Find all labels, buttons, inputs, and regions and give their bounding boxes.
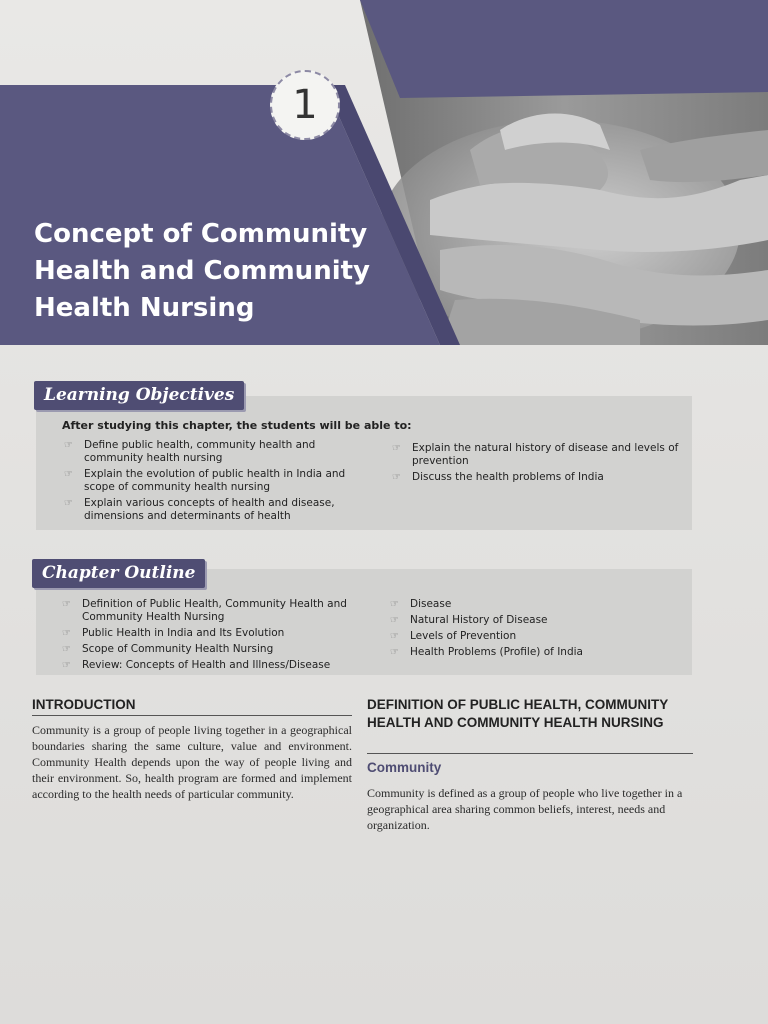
list-item: ☞ Disease: [390, 598, 452, 610]
chapter-number-badge: 1: [270, 70, 340, 140]
banner-band-top: [360, 0, 768, 98]
pointing-hand-icon: ☞: [64, 469, 73, 480]
list-item: ☞ Explain various concepts of health and disease, dimensions and determinants of health: [64, 497, 335, 522]
community-definition-text: Community is defined as a group of people who live together in a geographical area sharing common beliefs, interest, needs and organization.: [367, 786, 683, 832]
pointing-hand-icon: ☞: [64, 440, 73, 451]
list-item: ☞ Explain the natural history of disease and levels of prevention: [392, 442, 679, 467]
list-item: ☞ Explain the evolution of public health in India and scope of community health nursing: [64, 468, 346, 493]
introduction-heading: INTRODUCTION: [32, 697, 136, 712]
list-item: ☞ Scope of Community Health Nursing: [62, 643, 274, 655]
pointing-hand-icon: ☞: [390, 615, 399, 626]
pointing-hand-icon: ☞: [62, 599, 71, 610]
list-item: ☞ Definition of Public Health, Community Health and Community Health Nursing: [62, 598, 347, 623]
pointing-hand-icon: ☞: [390, 647, 399, 658]
list-item: ☞ Health Problems (Profile) of India: [390, 646, 583, 658]
outline-list-right: [388, 598, 678, 662]
divider: [32, 715, 352, 716]
chapter-title: [34, 216, 374, 327]
pointing-hand-icon: ☞: [62, 660, 71, 671]
pointing-hand-icon: ☞: [392, 472, 401, 483]
list-item: ☞ Public Health in India and Its Evolution: [62, 627, 285, 639]
objectives-list-left: [62, 439, 362, 526]
pointing-hand-icon: ☞: [64, 498, 73, 509]
chapter-title-line: Health and Community: [34, 256, 370, 286]
chapter-title-line: Health Nursing: [34, 293, 255, 323]
list-item: ☞ Levels of Prevention: [390, 630, 517, 642]
learning-objectives-lead: After studying this chapter, the students will be able to:: [62, 419, 412, 432]
introduction-text: Community is a group of people living together in a geographical boundaries sharing the same culture, value and environment. Community Health depends upon the way of people living and their environment. So, health program are formed and implement according to the health needs of particular community.: [32, 723, 352, 801]
pointing-hand-icon: ☞: [390, 631, 399, 642]
divider: [367, 753, 693, 754]
chapter-title-line: Concept of Community: [34, 219, 368, 249]
pointing-hand-icon: ☞: [392, 443, 401, 454]
list-item: ☞ Review: Concepts of Health and Illness/Disease: [62, 659, 331, 671]
chapter-outline-tag: Chapter Outline: [32, 559, 205, 588]
pointing-hand-icon: ☞: [62, 628, 71, 639]
learning-objectives-tag: Learning Objectives: [34, 381, 244, 410]
objectives-list-right: [390, 442, 688, 487]
pointing-hand-icon: ☞: [390, 599, 399, 610]
community-subheading: Community: [367, 760, 442, 775]
pointing-hand-icon: ☞: [62, 644, 71, 655]
list-item: ☞ Natural History of Disease: [390, 614, 548, 626]
list-item: ☞ Define public health, community health and community health nursing: [64, 439, 316, 464]
list-item: ☞ Discuss the health problems of India: [392, 471, 604, 483]
definition-heading: DEFINITION OF PUBLIC HEALTH, COMMUNITY HEALTH AND COMMUNITY HEALTH NURSING: [367, 697, 668, 730]
outline-list-left: [60, 598, 370, 675]
